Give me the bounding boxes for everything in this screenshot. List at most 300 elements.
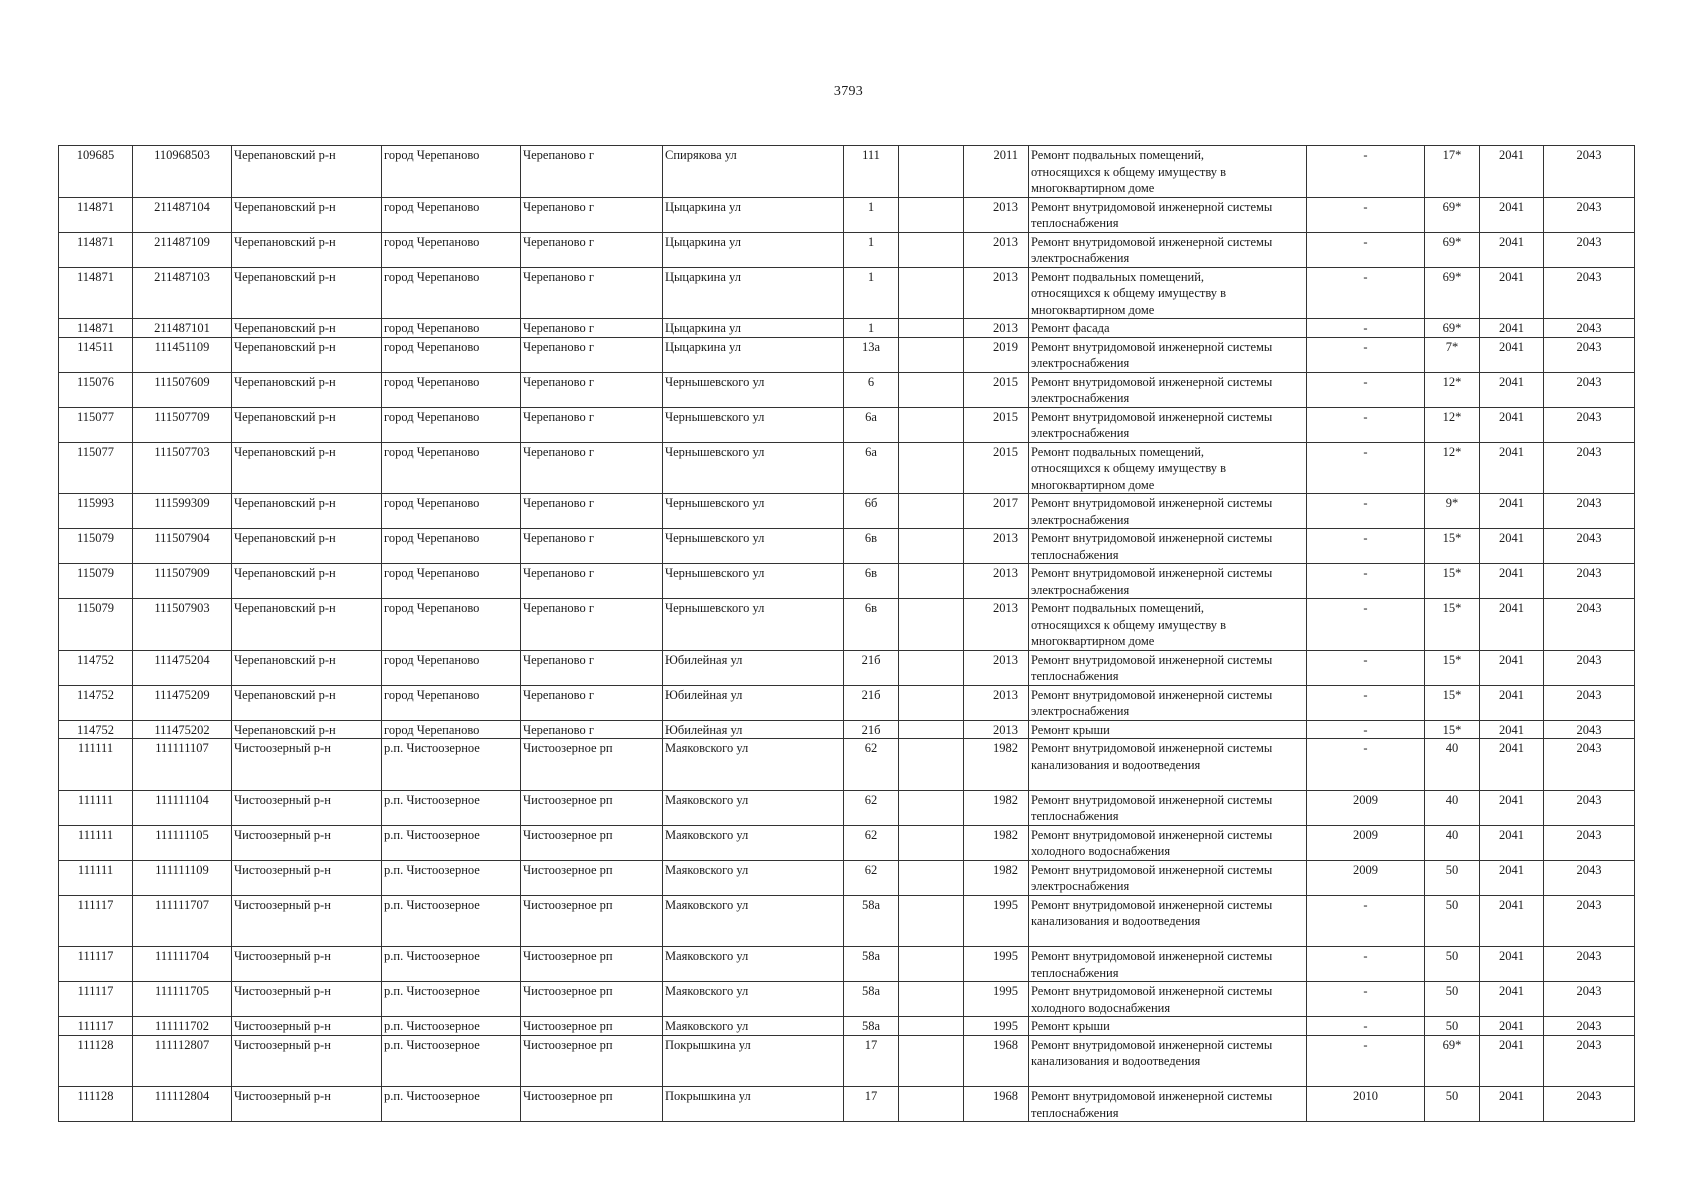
table-row (59, 372, 1635, 407)
cell-street: Маяковского ул (663, 825, 844, 860)
cell-plan-start: 2041 (1480, 1035, 1544, 1087)
cell-plan-end: 2043 (1544, 337, 1635, 372)
cell-plan-start: 2041 (1480, 197, 1544, 232)
cell-house-id: 114752 (59, 720, 133, 739)
cell-last-repair-year: - (1307, 982, 1425, 1017)
cell-plan-end: 2043 (1544, 494, 1635, 529)
cell-building (899, 650, 964, 685)
cell-last-repair-year: 2009 (1307, 790, 1425, 825)
cell-plan-end: 2043 (1544, 564, 1635, 599)
table-row (59, 825, 1635, 860)
work-line: многоквартирном доме (1031, 302, 1155, 317)
work-line: многоквартирном доме (1031, 634, 1155, 648)
cell-building (899, 739, 964, 791)
work-line: электроснабжения (1031, 251, 1130, 265)
table-row (59, 1087, 1635, 1122)
work-line: Ремонт внутридомовой инженерной системы (1031, 687, 1273, 702)
cell-street: Маяковского ул (663, 895, 844, 947)
cell-wear-percent: 50 (1425, 895, 1480, 947)
cell-settlement: город Черепаново (382, 720, 521, 739)
work-line: относящихся к общему имуществу в (1031, 286, 1227, 300)
table-row (59, 895, 1635, 947)
cell-build-year: 2015 (964, 407, 1029, 442)
cell-wear-percent: 40 (1425, 739, 1480, 791)
cell-house-id: 114871 (59, 197, 133, 232)
cell-locality: Черепаново г (521, 599, 663, 651)
cell-last-repair-year: - (1307, 267, 1425, 319)
cell-street: Юбилейная ул (663, 720, 844, 739)
cell-work-type (1029, 599, 1307, 651)
cell-element-id: 111112807 (133, 1035, 232, 1087)
cell-settlement: р.п. Чистоозерное (382, 1035, 521, 1087)
work-line: электроснабжения (1031, 704, 1130, 718)
cell-work-type (1029, 442, 1307, 494)
repair-register-table (58, 145, 1635, 1122)
cell-locality: Чистоозерное рп (521, 860, 663, 895)
cell-plan-start: 2041 (1480, 494, 1544, 529)
cell-build-year: 2013 (964, 685, 1029, 720)
cell-wear-percent: 15* (1425, 564, 1480, 599)
cell-last-repair-year: 2009 (1307, 860, 1425, 895)
cell-building (899, 494, 964, 529)
cell-element-id: 111111705 (133, 982, 232, 1017)
cell-settlement: город Черепаново (382, 372, 521, 407)
cell-locality: Черепаново г (521, 146, 663, 198)
cell-district: Черепановский р-н (232, 494, 382, 529)
cell-house-id: 111128 (59, 1087, 133, 1122)
cell-district: Чистоозерный р-н (232, 947, 382, 982)
cell-build-year: 2017 (964, 494, 1029, 529)
cell-locality: Черепаново г (521, 564, 663, 599)
cell-plan-start: 2041 (1480, 860, 1544, 895)
cell-settlement: город Черепаново (382, 564, 521, 599)
cell-element-id: 110968503 (133, 146, 232, 198)
cell-build-year: 2013 (964, 720, 1029, 739)
cell-locality: Черепаново г (521, 267, 663, 319)
cell-element-id: 111111107 (133, 739, 232, 791)
cell-building (899, 1017, 964, 1036)
cell-element-id: 111507709 (133, 407, 232, 442)
cell-last-repair-year: - (1307, 739, 1425, 791)
cell-street: Цыцаркина ул (663, 197, 844, 232)
cell-house-number: 6а (844, 407, 899, 442)
cell-district: Черепановский р-н (232, 720, 382, 739)
cell-build-year: 2013 (964, 232, 1029, 267)
cell-building (899, 825, 964, 860)
cell-district: Черепановский р-н (232, 337, 382, 372)
cell-plan-end: 2043 (1544, 685, 1635, 720)
cell-house-number: 6 (844, 372, 899, 407)
cell-district: Черепановский р-н (232, 146, 382, 198)
table-row (59, 494, 1635, 529)
cell-building (899, 685, 964, 720)
cell-building (899, 197, 964, 232)
cell-build-year: 2015 (964, 442, 1029, 494)
table-row (59, 407, 1635, 442)
cell-last-repair-year: - (1307, 319, 1425, 338)
cell-street: Чернышевского ул (663, 529, 844, 564)
cell-settlement: город Черепаново (382, 319, 521, 338)
work-line: многоквартирном доме (1031, 477, 1155, 492)
cell-plan-start: 2041 (1480, 442, 1544, 494)
cell-wear-percent: 7* (1425, 337, 1480, 372)
cell-element-id: 211487103 (133, 267, 232, 319)
cell-building (899, 720, 964, 739)
cell-house-id: 111111 (59, 860, 133, 895)
cell-street: Чернышевского ул (663, 564, 844, 599)
work-line (1031, 773, 1304, 790)
cell-house-id: 115077 (59, 442, 133, 494)
cell-building (899, 319, 964, 338)
cell-house-number: 1 (844, 197, 899, 232)
cell-building (899, 337, 964, 372)
cell-last-repair-year: - (1307, 337, 1425, 372)
cell-element-id: 111111704 (133, 947, 232, 982)
work-line: Ремонт внутридомовой инженерной системы (1031, 984, 1273, 998)
cell-last-repair-year: - (1307, 372, 1425, 407)
cell-settlement: р.п. Чистоозерное (382, 825, 521, 860)
cell-wear-percent: 69* (1425, 232, 1480, 267)
cell-wear-percent: 40 (1425, 825, 1480, 860)
cell-plan-start: 2041 (1480, 825, 1544, 860)
cell-last-repair-year: 2010 (1307, 1087, 1425, 1122)
cell-street: Спирякова ул (663, 146, 844, 198)
work-line: Ремонт внутридомовой инженерной системы (1031, 339, 1273, 354)
cell-build-year: 2013 (964, 197, 1029, 232)
cell-house-number: 62 (844, 825, 899, 860)
cell-plan-start: 2041 (1480, 372, 1544, 407)
cell-element-id: 111507703 (133, 442, 232, 494)
cell-work-type (1029, 685, 1307, 720)
cell-building (899, 1035, 964, 1087)
cell-house-id: 114752 (59, 650, 133, 685)
cell-plan-start: 2041 (1480, 982, 1544, 1017)
cell-street: Маяковского ул (663, 790, 844, 825)
work-line: Ремонт фасада (1031, 321, 1110, 335)
cell-house-id: 111117 (59, 982, 133, 1017)
cell-wear-percent: 50 (1425, 947, 1480, 982)
cell-building (899, 1087, 964, 1122)
work-line: Ремонт крыши (1031, 722, 1110, 737)
table-row (59, 197, 1635, 232)
cell-settlement: р.п. Чистоозерное (382, 739, 521, 791)
cell-element-id: 111599309 (133, 494, 232, 529)
cell-plan-end: 2043 (1544, 599, 1635, 651)
work-line: теплоснабжения (1031, 216, 1119, 230)
cell-street: Маяковского ул (663, 860, 844, 895)
cell-locality: Черепаново г (521, 650, 663, 685)
cell-plan-end: 2043 (1544, 860, 1635, 895)
work-line: холодного водоснабжения (1031, 844, 1171, 858)
cell-plan-start: 2041 (1480, 267, 1544, 319)
work-line: Ремонт внутридомовой инженерной системы (1031, 1037, 1273, 1052)
cell-building (899, 564, 964, 599)
cell-plan-start: 2041 (1480, 947, 1544, 982)
table-row (59, 319, 1635, 338)
cell-wear-percent: 17* (1425, 146, 1480, 198)
cell-house-number: 62 (844, 790, 899, 825)
cell-plan-end: 2043 (1544, 1017, 1635, 1036)
cell-plan-start: 2041 (1480, 232, 1544, 267)
cell-work-type (1029, 232, 1307, 267)
table-row (59, 739, 1635, 791)
cell-wear-percent: 40 (1425, 790, 1480, 825)
cell-build-year: 2013 (964, 267, 1029, 319)
cell-house-id: 111128 (59, 1035, 133, 1087)
cell-work-type (1029, 720, 1307, 739)
cell-house-id: 111111 (59, 825, 133, 860)
cell-house-id: 115077 (59, 407, 133, 442)
cell-element-id: 111451109 (133, 337, 232, 372)
cell-house-number: 6в (844, 564, 899, 599)
cell-wear-percent: 15* (1425, 529, 1480, 564)
cell-street: Покрышкина ул (663, 1087, 844, 1122)
cell-district: Черепановский р-н (232, 319, 382, 338)
work-line: теплоснабжения (1031, 809, 1119, 823)
cell-settlement: р.п. Чистоозерное (382, 790, 521, 825)
cell-plan-start: 2041 (1480, 146, 1544, 198)
cell-element-id: 111507909 (133, 564, 232, 599)
cell-plan-start: 2041 (1480, 599, 1544, 651)
table-row (59, 267, 1635, 319)
cell-locality: Черепаново г (521, 197, 663, 232)
cell-district: Черепановский р-н (232, 564, 382, 599)
cell-element-id: 211487109 (133, 232, 232, 267)
cell-work-type (1029, 407, 1307, 442)
cell-settlement: р.п. Чистоозерное (382, 1017, 521, 1036)
cell-locality: Черепаново г (521, 720, 663, 739)
cell-settlement: город Черепаново (382, 267, 521, 319)
cell-house-number: 1 (844, 267, 899, 319)
work-line: Ремонт внутридомовой инженерной системы (1031, 199, 1273, 214)
cell-wear-percent: 12* (1425, 407, 1480, 442)
cell-house-id: 111117 (59, 895, 133, 947)
cell-plan-end: 2043 (1544, 442, 1635, 494)
cell-locality: Черепаново г (521, 407, 663, 442)
cell-district: Чистоозерный р-н (232, 1035, 382, 1087)
cell-work-type (1029, 372, 1307, 407)
work-line: относящихся к общему имуществу в (1031, 617, 1227, 632)
cell-wear-percent: 50 (1425, 1017, 1480, 1036)
cell-settlement: город Черепаново (382, 337, 521, 372)
cell-street: Цыцаркина ул (663, 267, 844, 319)
cell-element-id: 111111702 (133, 1017, 232, 1036)
table-row (59, 564, 1635, 599)
cell-district: Черепановский р-н (232, 685, 382, 720)
cell-locality: Чистоозерное рп (521, 1017, 663, 1036)
work-line: Ремонт внутридомовой инженерной системы (1031, 374, 1273, 389)
table-row (59, 599, 1635, 651)
cell-locality: Черепаново г (521, 319, 663, 338)
cell-plan-end: 2043 (1544, 720, 1635, 739)
work-line: канализования и водоотведения (1031, 1054, 1201, 1068)
cell-house-number: 1 (844, 232, 899, 267)
cell-house-id: 114871 (59, 267, 133, 319)
cell-last-repair-year: - (1307, 407, 1425, 442)
cell-work-type (1029, 197, 1307, 232)
cell-work-type (1029, 650, 1307, 685)
cell-plan-start: 2041 (1480, 1017, 1544, 1036)
cell-element-id: 111507903 (133, 599, 232, 651)
cell-build-year: 1968 (964, 1035, 1029, 1087)
cell-settlement: город Черепаново (382, 685, 521, 720)
cell-district: Черепановский р-н (232, 650, 382, 685)
cell-building (899, 232, 964, 267)
cell-district: Чистоозерный р-н (232, 1087, 382, 1122)
cell-district: Чистоозерный р-н (232, 739, 382, 791)
cell-last-repair-year: - (1307, 494, 1425, 529)
cell-plan-start: 2041 (1480, 895, 1544, 947)
cell-last-repair-year: - (1307, 529, 1425, 564)
cell-wear-percent: 50 (1425, 982, 1480, 1017)
cell-work-type (1029, 982, 1307, 1017)
cell-wear-percent: 9* (1425, 494, 1480, 529)
cell-locality: Черепаново г (521, 232, 663, 267)
cell-street: Маяковского ул (663, 947, 844, 982)
work-line: Ремонт подвальных помещений, (1031, 148, 1205, 162)
cell-district: Чистоозерный р-н (232, 825, 382, 860)
work-line: Ремонт внутридомовой инженерной системы (1031, 792, 1273, 807)
cell-build-year: 1968 (964, 1087, 1029, 1122)
cell-last-repair-year: - (1307, 1035, 1425, 1087)
cell-last-repair-year: - (1307, 146, 1425, 198)
cell-settlement: р.п. Чистоозерное (382, 895, 521, 947)
cell-wear-percent: 69* (1425, 197, 1480, 232)
cell-street: Маяковского ул (663, 1017, 844, 1036)
cell-building (899, 146, 964, 198)
table-row (59, 790, 1635, 825)
cell-district: Чистоозерный р-н (232, 860, 382, 895)
cell-plan-start: 2041 (1480, 407, 1544, 442)
cell-street: Покрышкина ул (663, 1035, 844, 1087)
cell-build-year: 1995 (964, 895, 1029, 947)
cell-locality: Чистоозерное рп (521, 1035, 663, 1087)
cell-house-id: 111111 (59, 739, 133, 791)
cell-plan-end: 2043 (1544, 197, 1635, 232)
cell-element-id: 111475209 (133, 685, 232, 720)
cell-house-id: 115993 (59, 494, 133, 529)
cell-last-repair-year: - (1307, 685, 1425, 720)
cell-settlement: город Черепаново (382, 529, 521, 564)
cell-work-type (1029, 337, 1307, 372)
cell-district: Чистоозерный р-н (232, 982, 382, 1017)
cell-plan-end: 2043 (1544, 1035, 1635, 1087)
cell-locality: Чистоозерное рп (521, 1087, 663, 1122)
cell-last-repair-year: - (1307, 599, 1425, 651)
cell-build-year: 2013 (964, 319, 1029, 338)
cell-street: Цыцаркина ул (663, 319, 844, 338)
cell-last-repair-year: - (1307, 895, 1425, 947)
page-number: 3793 (833, 84, 864, 99)
cell-house-id: 114871 (59, 232, 133, 267)
cell-plan-end: 2043 (1544, 232, 1635, 267)
cell-district: Чистоозерный р-н (232, 790, 382, 825)
cell-house-id: 115079 (59, 529, 133, 564)
cell-district: Чистоозерный р-н (232, 895, 382, 947)
cell-house-number: 58а (844, 895, 899, 947)
cell-build-year: 2013 (964, 529, 1029, 564)
cell-house-id: 111117 (59, 1017, 133, 1036)
cell-plan-end: 2043 (1544, 146, 1635, 198)
cell-plan-start: 2041 (1480, 529, 1544, 564)
work-line: Ремонт внутридомовой инженерной системы (1031, 234, 1273, 249)
cell-wear-percent: 12* (1425, 372, 1480, 407)
cell-last-repair-year: - (1307, 1017, 1425, 1036)
cell-district: Черепановский р-н (232, 372, 382, 407)
cell-building (899, 407, 964, 442)
cell-house-number: 21б (844, 685, 899, 720)
cell-locality: Черепаново г (521, 685, 663, 720)
cell-house-number: 17 (844, 1035, 899, 1087)
work-line: Ремонт подвальных помещений, (1031, 444, 1205, 459)
work-line: теплоснабжения (1031, 965, 1119, 980)
cell-work-type (1029, 739, 1307, 791)
cell-settlement: город Черепаново (382, 197, 521, 232)
cell-street: Маяковского ул (663, 982, 844, 1017)
cell-work-type (1029, 1017, 1307, 1036)
cell-house-number: 58а (844, 1017, 899, 1036)
cell-district: Черепановский р-н (232, 599, 382, 651)
cell-settlement: город Черепаново (382, 407, 521, 442)
cell-street: Чернышевского ул (663, 494, 844, 529)
cell-plan-end: 2043 (1544, 529, 1635, 564)
cell-house-id: 115079 (59, 564, 133, 599)
table-row (59, 982, 1635, 1017)
cell-work-type (1029, 267, 1307, 319)
cell-district: Черепановский р-н (232, 267, 382, 319)
cell-plan-start: 2041 (1480, 720, 1544, 739)
cell-house-number: 21б (844, 720, 899, 739)
cell-house-number: 111 (844, 146, 899, 198)
cell-build-year: 2019 (964, 337, 1029, 372)
cell-street: Чернышевского ул (663, 599, 844, 651)
cell-plan-end: 2043 (1544, 267, 1635, 319)
table-row (59, 650, 1635, 685)
work-line: Ремонт внутридомовой инженерной системы (1031, 741, 1273, 755)
cell-plan-start: 2041 (1480, 1087, 1544, 1122)
cell-house-id: 111111 (59, 790, 133, 825)
cell-wear-percent: 15* (1425, 650, 1480, 685)
work-line: электроснабжения (1031, 582, 1130, 597)
cell-plan-end: 2043 (1544, 825, 1635, 860)
cell-element-id: 111111104 (133, 790, 232, 825)
cell-element-id: 211487104 (133, 197, 232, 232)
cell-build-year: 1995 (964, 982, 1029, 1017)
work-line: Ремонт внутридомовой инженерной системы (1031, 949, 1273, 963)
table-row (59, 232, 1635, 267)
work-line: Ремонт внутридомовой инженерной системы (1031, 1089, 1273, 1103)
work-line (1031, 930, 1304, 947)
work-line: Ремонт внутридомовой инженерной системы (1031, 897, 1273, 912)
cell-house-id: 111117 (59, 947, 133, 982)
cell-element-id: 111507904 (133, 529, 232, 564)
cell-house-id: 115076 (59, 372, 133, 407)
cell-locality: Черепаново г (521, 337, 663, 372)
cell-locality: Чистоозерное рп (521, 895, 663, 947)
work-line: Ремонт подвальных помещений, (1031, 601, 1205, 615)
cell-last-repair-year: - (1307, 197, 1425, 232)
cell-house-id: 109685 (59, 146, 133, 198)
cell-build-year: 2013 (964, 650, 1029, 685)
cell-house-number: 58а (844, 947, 899, 982)
work-line (1031, 1070, 1304, 1087)
work-line: электроснабжения (1031, 426, 1130, 440)
cell-building (899, 860, 964, 895)
cell-plan-end: 2043 (1544, 650, 1635, 685)
cell-plan-start: 2041 (1480, 790, 1544, 825)
cell-plan-start: 2041 (1480, 564, 1544, 599)
cell-locality: Чистоозерное рп (521, 739, 663, 791)
